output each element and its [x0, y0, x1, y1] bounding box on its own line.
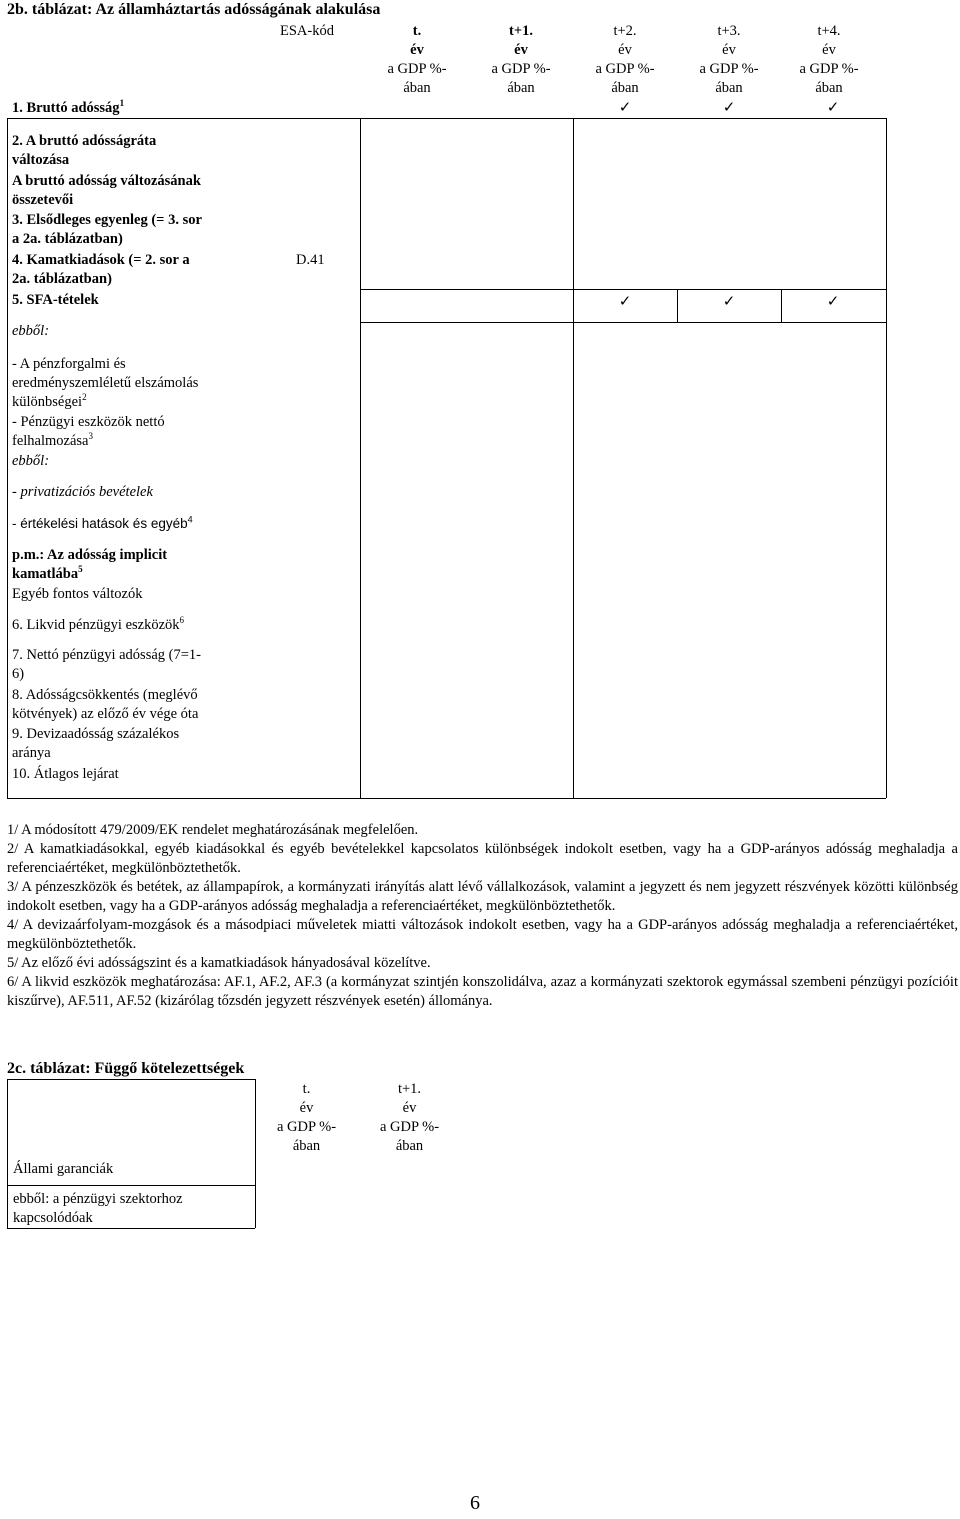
table-2c-title: 2c. táblázat: Függő kötelezettségek: [7, 1060, 245, 1077]
table-2c-rule: [7, 1079, 255, 1080]
table-2b-rule: [886, 118, 887, 798]
row-cash-accrual-difference: - A pénzforgalmi és eredményszemléletű elszámolás különbségei$^2$: [12, 356, 199, 410]
table-2b-rule: [781, 289, 782, 322]
row-other-relevant-variables: Egyéb fontos változók: [12, 586, 143, 602]
column-header-t: t. év a GDP %- ában: [276, 1081, 337, 1154]
footnote: 5/ Az előző évi adósságszint és a kamatkiadások hányadosával közelítve.: [7, 955, 431, 971]
column-header-t4: t+4. év a GDP %- ában: [799, 23, 859, 96]
footnote: 3/ A pénzeszközök és betétek, az állampapírok, a kormányzati irányítás alatt lévő vállalkozások, valamint a jegyzett és nem jegyzett részvények közötti különbség indokolt esetben, vagy ha a GDP-arányos adósság meghaladja a referenciaértéket, megkülönböztethetők.: [7, 879, 958, 914]
footnote: 6/ A likvid eszközök meghatározása: AF.1, AF.2, AF.3 (a kormányzat szintjén konszolidálva, azaz a kormányzati szektorok egymással szembeni pénzügyi pozícióit kiszűrve), AF.511, AF.52 (kizárólag tőzsdén jegyzett részvények esetén) állománya.: [7, 974, 958, 1009]
check-mark-icon: ✓: [618, 100, 632, 116]
row-valuation-effects: - értékelési hatások és egyéb$^4$: [12, 514, 193, 531]
table-2b-rule: [7, 118, 8, 798]
footnote: 4/ A devizaárfolyam-mozgások és a másodpiaci műveletek miatti változások indokolt esetben, vagy ha a GDP-arányos adósság meghaladja a referenciaértéket, megkülönböztethetők.: [7, 917, 958, 952]
table-2b-rule: [360, 289, 886, 290]
table-2b-title: 2b. táblázat: Az államháztartás adósságának alakulása: [7, 1, 381, 18]
footnotes: [7, 821, 958, 1011]
table-2b-rule: [7, 798, 886, 799]
check-mark-icon: ✓: [826, 100, 840, 116]
column-header-t3: t+3. év a GDP %- ában: [699, 23, 759, 96]
row-gross-debt: 1. Bruttó adósság$^1$: [12, 98, 125, 116]
row-state-guarantees: Állami garanciák: [13, 1161, 114, 1177]
table-2b-rule: [360, 118, 361, 798]
row-of-which: ebből:: [12, 323, 50, 339]
table-2b-rule: [573, 118, 574, 798]
row-financial-sector-guarantees: ebből: a pénzügyi szektorhoz kapcsolódóak: [13, 1191, 183, 1226]
row-implicit-interest-rate: p.m.: Az adósság implicit kamatlába$^5$: [12, 547, 168, 582]
table-2c-rule: [7, 1228, 255, 1229]
check-mark-icon: ✓: [618, 294, 632, 310]
row-privatisation-proceeds: - privatizációs bevételek: [12, 484, 153, 500]
check-mark-icon: ✓: [826, 294, 840, 310]
check-mark-icon: ✓: [722, 294, 736, 310]
row-sfa-items: 5. SFA-tételek: [12, 292, 99, 308]
row-net-acquisition-financial-assets: - Pénzügyi eszközök nettó felhalmozása$^3$: [12, 414, 165, 449]
column-header-t: t. év a GDP %- ában: [387, 23, 447, 96]
row-primary-balance: 3. Elsődleges egyenleg (= 3. sor a 2a. táblázatban): [12, 212, 202, 247]
row-average-maturity: 10. Átlagos lejárat: [12, 766, 119, 782]
table-2c-rule: [7, 1079, 8, 1228]
row-liquid-financial-assets: 6. Likvid pénzügyi eszközök$^6$: [12, 615, 185, 633]
row-net-financial-debt: 7. Nettó pénzügyi adósság (7=1- 6): [12, 647, 201, 682]
column-header-t1: t+1. év a GDP %- ában: [379, 1081, 440, 1154]
row-gross-debt-ratio-change: 2. A bruttó adósságráta változása: [12, 133, 157, 168]
table-2c-rule: [255, 1079, 256, 1228]
column-header-t1: t+1. év a GDP %- ában: [491, 23, 551, 96]
footnote: 1/ A módosított 479/2009/EK rendelet meghatározásának megfelelően.: [7, 822, 419, 838]
check-mark-icon: ✓: [722, 100, 736, 116]
row-debt-change-components: A bruttó adósság változásának összetevői: [12, 173, 201, 208]
row-of-which: ebből:: [12, 453, 50, 469]
table-2c-rule: [7, 1185, 255, 1186]
column-header-t2: t+2. év a GDP %- ában: [595, 23, 655, 96]
esa-code-header: ESA-kód: [280, 23, 334, 39]
row-interest-expenditure: 4. Kamatkiadások (= 2. sor a 2a. táblázatban): [12, 252, 190, 287]
table-2b-rule: [677, 289, 678, 322]
page-number: 6: [470, 1492, 480, 1514]
footnote: 2/ A kamatkiadásokkal, egyéb kiadásokkal és egyéb bevételekkel kapcsolatos különbségek indokolt esetben, vagy ha a GDP-arányos adósság meghaladja a referenciaértéket, megkülönböztethetők.: [7, 841, 958, 876]
esa-code-d41: D.41: [296, 252, 325, 268]
table-2b-rule: [360, 322, 886, 323]
row-debt-amortisation: 8. Adósságcsökkentés (meglévő kötvények) az előző év vége óta: [12, 687, 199, 722]
table-2b-rule: [7, 118, 886, 119]
row-foreign-currency-debt-share: 9. Devizaadósság százalékos aránya: [12, 726, 180, 761]
